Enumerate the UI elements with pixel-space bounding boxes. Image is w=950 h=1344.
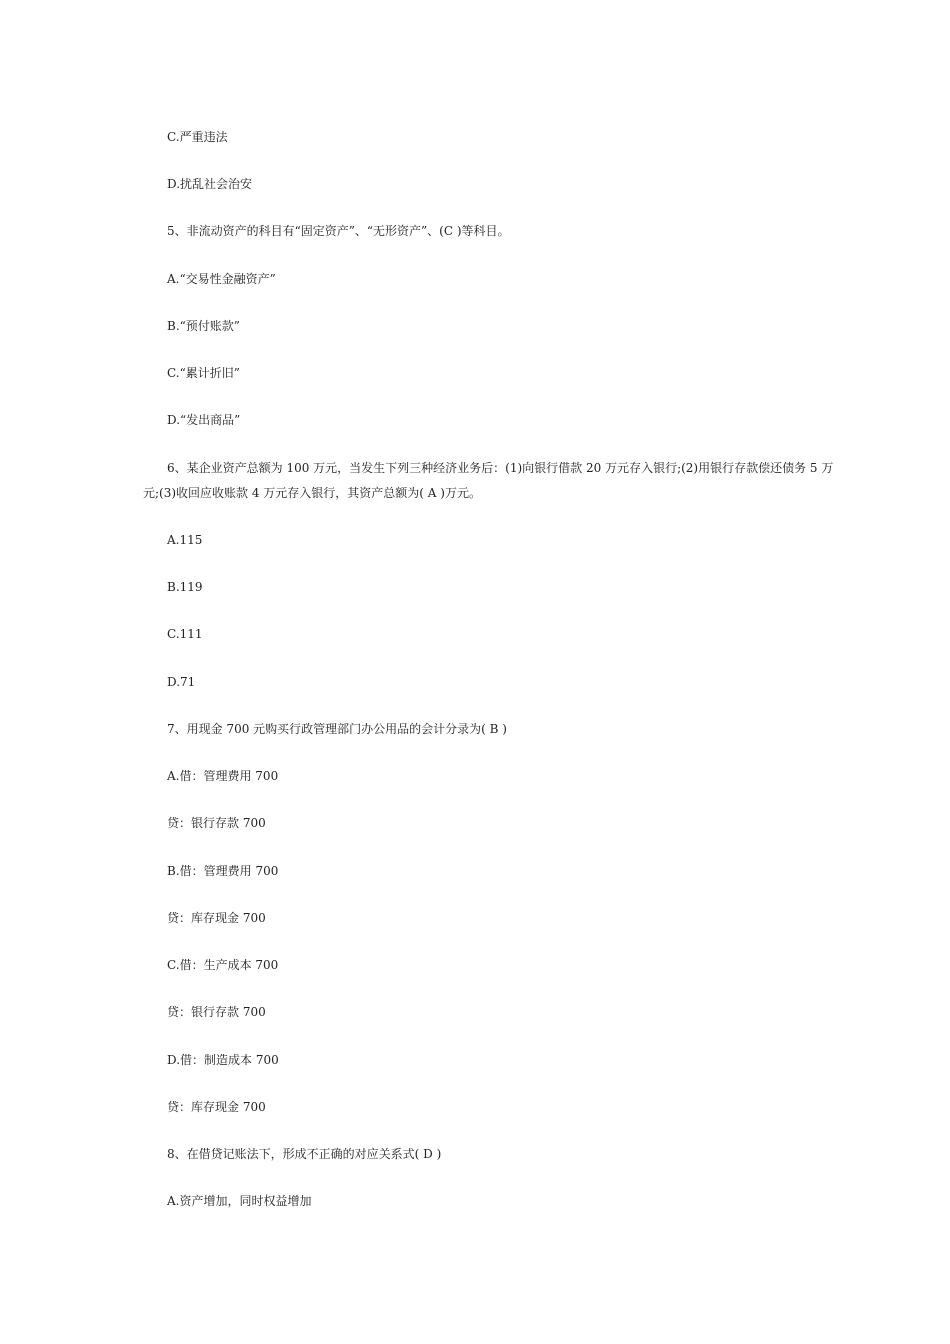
q6-option-d: D.71 <box>167 675 196 689</box>
q5-option-b: B.“预付账款” <box>167 319 240 333</box>
q5-option-a: A.“交易性金融资产” <box>167 272 276 286</box>
q6-option-c: C.111 <box>167 627 203 641</box>
question-8: 8、在借贷记账法下，形成不正确的对应关系式( D ) <box>167 1147 442 1161</box>
q6-option-b: B.119 <box>167 580 203 594</box>
q6-option-a: A.115 <box>167 533 203 547</box>
option-c-serious-violation: C.严重违法 <box>167 130 228 144</box>
q7-option-d-debit: D.借：制造成本 700 <box>167 1053 279 1067</box>
q5-option-c: C.“累计折旧” <box>167 366 240 380</box>
q7-option-c-debit: C.借：生产成本 700 <box>167 958 279 972</box>
q7-option-d-credit: 贷：库存现金 700 <box>167 1100 266 1114</box>
q8-option-a: A.资产增加，同时权益增加 <box>167 1194 312 1208</box>
question-6-line-2: 元;(3)收回应收账款 4 万元存入银行，其资产总额为( A )万元。 <box>143 486 481 500</box>
q7-option-b-credit: 贷：库存现金 700 <box>167 911 266 925</box>
question-6-line-1: 6、某企业资产总额为 100 万元，当发生下列三种经济业务后：(1)向银行借款 20 万元存入银行;(2)用银行存款偿还债务 5 万 <box>167 461 834 475</box>
option-d-disturb-order: D.扰乱社会治安 <box>167 177 253 191</box>
q7-option-b-debit: B.借：管理费用 700 <box>167 864 279 878</box>
q5-option-d: D.“发出商品” <box>167 413 241 427</box>
q7-option-a-debit: A.借：管理费用 700 <box>167 769 279 783</box>
q7-option-a-credit: 贷：银行存款 700 <box>167 816 266 830</box>
question-5: 5、非流动资产的科目有“固定资产”、“无形资产”、(C )等科目。 <box>167 224 510 238</box>
q7-option-c-credit: 贷：银行存款 700 <box>167 1005 266 1019</box>
question-7: 7、用现金 700 元购买行政管理部门办公用品的会计分录为( B ) <box>167 722 507 736</box>
